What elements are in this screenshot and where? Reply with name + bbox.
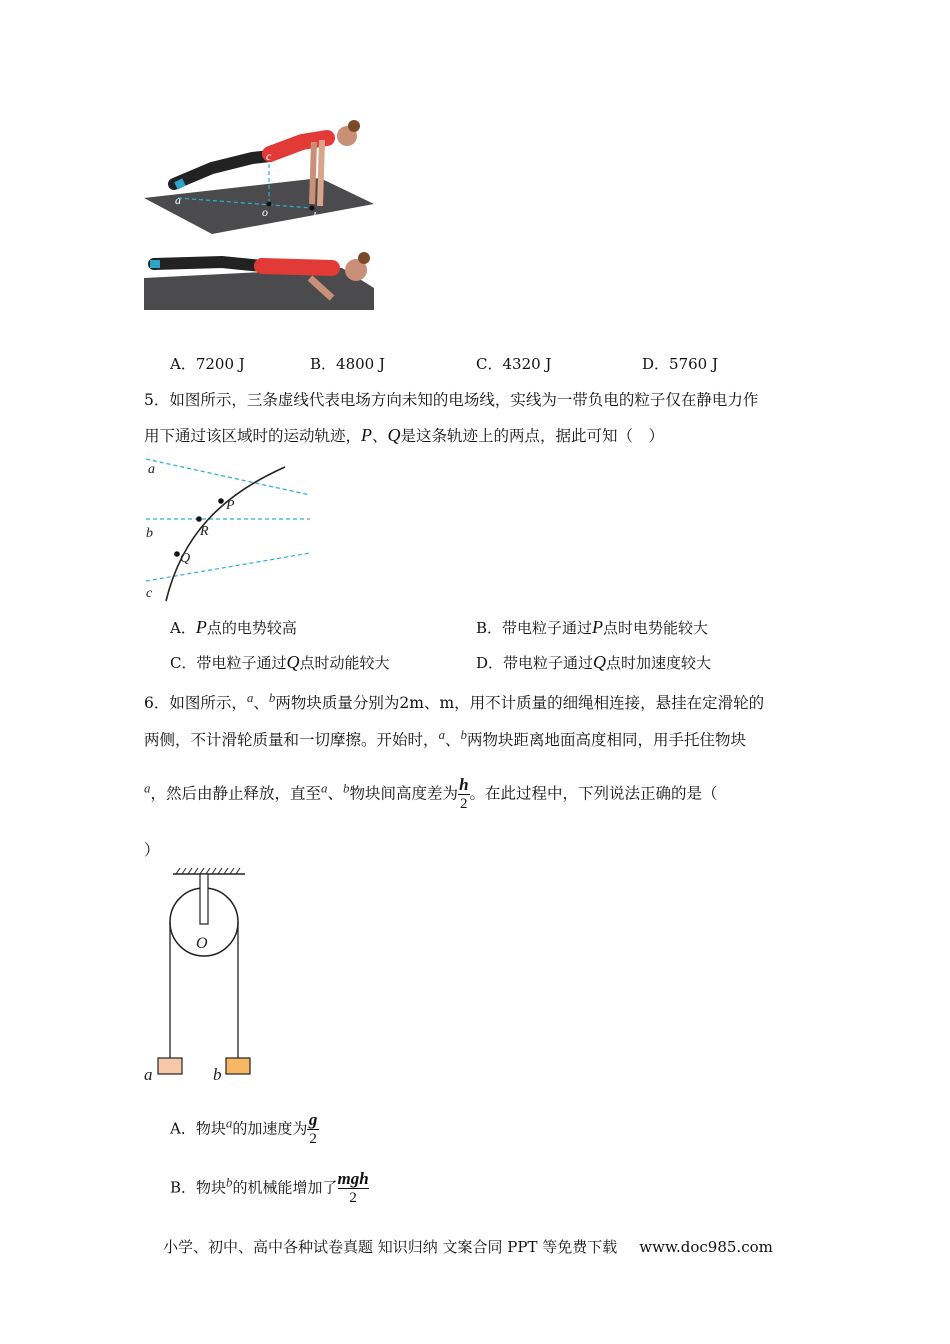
option-letter: D． — [476, 654, 504, 672]
line-label-a: a — [148, 462, 155, 477]
q6-option-b — [170, 1170, 369, 1207]
page-footer — [163, 1236, 773, 1257]
option-letter: A． — [170, 355, 196, 373]
fraction-mgh-over-2 — [338, 1170, 369, 1207]
q5-option-c — [170, 652, 390, 673]
var-b: b — [460, 727, 468, 742]
option-text: 4320 J — [502, 355, 552, 373]
block-label-b: b — [213, 1065, 222, 1084]
exercise-mat-bottom — [144, 268, 374, 310]
q4-option-d — [642, 353, 718, 374]
option-text: 点时加速度较大 — [606, 654, 712, 672]
label-a: a — [175, 193, 181, 207]
var-p: P — [592, 617, 604, 637]
stem-text: 两侧，不计滑轮质量和一切摩擦。开始时， — [144, 731, 439, 750]
stem-text: 6．如图所示， — [144, 694, 247, 713]
fraction-denominator: 2 — [338, 1188, 369, 1207]
q5-option-a — [170, 617, 297, 638]
option-letter: C． — [476, 355, 503, 373]
q6-stem-line2 — [144, 727, 746, 750]
option-text: 5760 J — [669, 355, 718, 373]
fraction-numerator: g — [308, 1110, 318, 1129]
var-a: a — [144, 780, 151, 796]
pulley-figure — [140, 866, 260, 1086]
var-p: P — [195, 617, 207, 637]
var-p: P — [361, 425, 373, 445]
fraction-numerator: h — [459, 775, 469, 794]
var-a: a — [246, 690, 254, 705]
option-letter: A． — [170, 619, 196, 637]
var-q: Q — [286, 652, 300, 672]
var-a: a — [438, 727, 446, 742]
option-text: B．物块 — [170, 1178, 227, 1197]
option-text: 4800 J — [336, 355, 385, 373]
var-a: a — [321, 780, 328, 796]
option-text: 带电粒子通过 — [196, 654, 287, 672]
stem-text: 两物块质量分别为2m — [275, 694, 424, 713]
option-text: 点的电势较高 — [206, 619, 297, 637]
point-label-p: P — [226, 498, 235, 513]
q6-option-a — [170, 1111, 319, 1148]
option-letter: B． — [310, 355, 337, 373]
stem-text: 物块间高度差为 — [349, 784, 459, 803]
stem-text: 是这条轨迹上的两点，据此可知（ ） — [400, 427, 665, 445]
line-label-c: c — [146, 586, 153, 601]
q5-option-b — [476, 617, 708, 638]
option-text: 点时动能较大 — [299, 654, 390, 672]
option-text: 点时电势能较大 — [603, 619, 709, 637]
stem-sep: 、 — [372, 427, 388, 445]
q4-option-c — [476, 353, 551, 374]
label-b: b — [313, 209, 319, 223]
stem-text: 。在此过程中，下列说法正确的是（ — [469, 784, 718, 803]
footer-text: 小学、初中、高中各种试卷真题 知识归纳 文案合同 PPT 等免费下载 — [163, 1238, 618, 1256]
stem-sep: 、 — [445, 731, 461, 750]
stem-text: ，然后由静止释放，直至 — [150, 784, 322, 803]
var-b: b — [226, 1174, 233, 1190]
option-text: 带电粒子通过 — [502, 619, 593, 637]
q4-option-b — [310, 353, 385, 374]
option-text: 7200 J — [195, 355, 245, 373]
q6-stem-line1 — [144, 690, 764, 713]
var-q: Q — [387, 425, 401, 445]
fraction-h-over-2 — [458, 776, 470, 813]
option-text: 的机械能增加了 — [232, 1178, 338, 1197]
var-a: a — [225, 1115, 233, 1131]
option-letter: C． — [170, 654, 197, 672]
block-label-a: a — [144, 1065, 153, 1084]
label-o: o — [262, 205, 268, 219]
fraction-denominator: 2 — [309, 1131, 317, 1147]
q5-stem-line1: 5．如图所示，三条虚线代表电场方向未知的电场线，实线为一带负电的粒子仅在静电力作 — [144, 391, 759, 409]
q6-stem-line4: ） — [144, 841, 160, 859]
fraction-denominator: 2 — [460, 796, 468, 812]
stem-sep: 、 — [253, 694, 269, 713]
option-text: A．物块 — [170, 1119, 226, 1138]
stem-text: 用下通过该区域时的运动轨迹， — [144, 427, 362, 445]
q5-stem-line2 — [144, 424, 664, 446]
pulley-label-o: O — [196, 935, 208, 952]
line-label-b: b — [146, 526, 153, 541]
stem-text: 、 — [423, 694, 440, 713]
var-b: b — [343, 780, 350, 796]
option-text: 的加速度为 — [232, 1119, 308, 1138]
fraction-g-over-2 — [307, 1111, 319, 1148]
fraction-numerator: mgh — [337, 1169, 369, 1188]
var-b: b — [268, 690, 276, 705]
stem-sep: 、 — [327, 784, 344, 803]
stem-text: m，用不计质量的细绳相连接，悬挂在定滑轮的 — [439, 694, 765, 713]
option-text: 带电粒子通过 — [503, 654, 594, 672]
pushup-figure — [142, 118, 378, 318]
q5-option-d — [476, 652, 711, 673]
var-q: Q — [593, 652, 607, 672]
point-label-q: Q — [180, 551, 191, 566]
q6-stem-line3 — [144, 776, 718, 813]
option-letter: B． — [476, 619, 503, 637]
footer-link[interactable]: www.doc985.com — [639, 1238, 773, 1256]
label-c: c — [266, 149, 272, 163]
q4-option-a — [170, 353, 245, 374]
electric-field-figure — [142, 455, 314, 605]
stem-text: 两物块距离地面高度相同，用手托住物块 — [467, 731, 747, 750]
option-letter: D． — [642, 355, 670, 373]
point-label-r: R — [200, 524, 209, 539]
